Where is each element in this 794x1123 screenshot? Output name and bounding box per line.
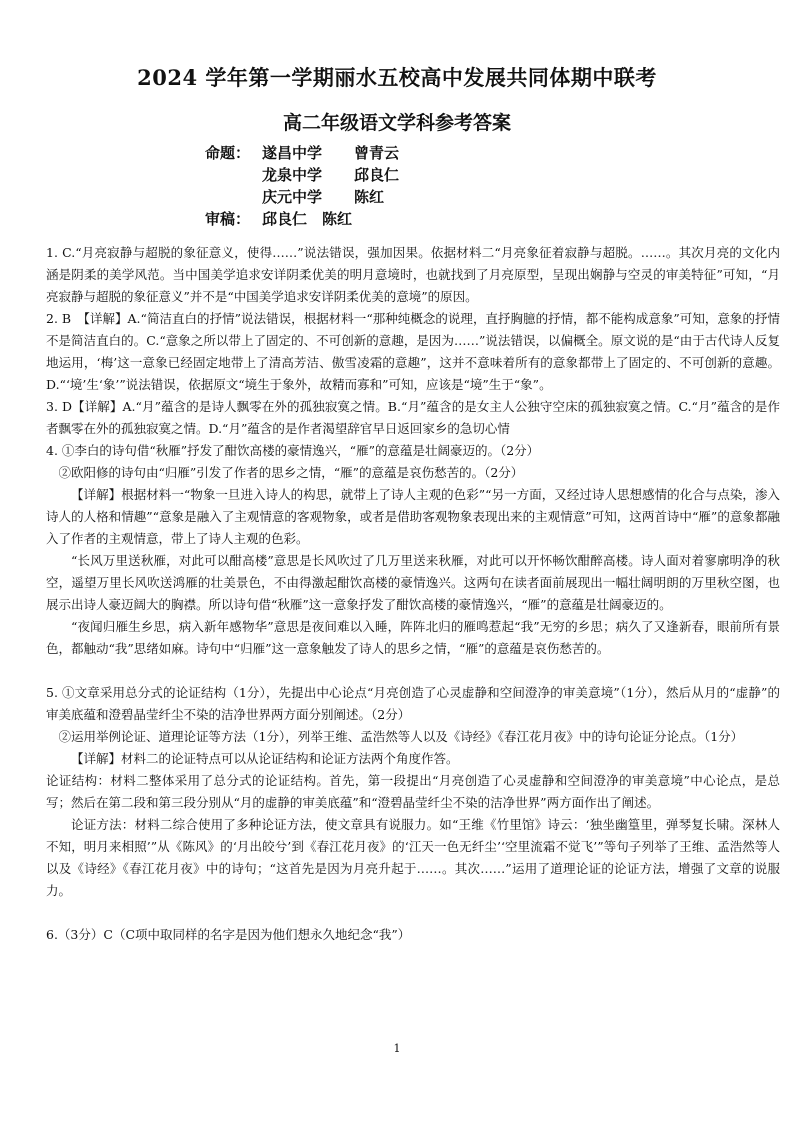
answer-content bbox=[46, 242, 780, 946]
proposer-school: 庆元中学 bbox=[262, 188, 323, 206]
proposer-label: 命题： bbox=[205, 144, 251, 162]
answer-q1: 1. C.“月亮寂静与超脱的象征意义，使得……”说法错误，强加因果。依据材料二“月亮象征着寂静与超脱。……。其次月亮的文化内涵是阴柔的美学风范。当中国美学追求安详阴柔优美的明月意境时，也就找到了月亮原型，呈现出娴静与空灵的审美特征”可知，“月亮寂静与超脱的象征意义”并不是“中国美学追求安详阴柔优美的意境”的原因。 bbox=[46, 245, 780, 304]
reviewer-label: 审稿： bbox=[205, 210, 251, 228]
page-number: 1 bbox=[393, 1042, 401, 1055]
credits-row-1 bbox=[205, 142, 399, 164]
answer-q4-detail3: “夜闻归雁生乡思，病入新年感物华”意思是夜间难以入睡，阵阵北归的雁鸣惹起“我”无穷的乡思；病久了又逢新春，眼前所有景色，都触动“我”思绪如麻。诗句中“归雁”这一意象触发了诗人的思乡之情，“雁”的意蕴是哀伤愁苦的。 bbox=[46, 619, 780, 656]
answer-q5-detail1: 论证结构：材料二整体采用了总分式的论证结构。首先，第一段提出“月亮创造了心灵虚静和空间澄净的审美意境”中心论点，是总写；然后在第二段和第三段分别从“月的虚静的审美底蕴”和“澄碧晶莹纤尘不染的洁净世界”两方面作出了阐述。 bbox=[46, 773, 780, 810]
page-subtitle: 高二年级语文学科参考答案 bbox=[282, 112, 511, 134]
answer-q5-detail2: 论证方法：材料二综合使用了多种论证方法，使文章具有说服力。如“王维《竹里馆》诗云：‘独坐幽篁里，弹琴复长啸。深林人不知，明月来相照’”从《陈风》的‘月出皎兮’到《春江花月夜》的‘江天一色无纤尘’‘空里流霜不觉飞’”等句子列举了王维、孟浩然等人以及《诗经》《春江花月夜》中的诗句；“这首先是因为月亮升起于……。其次……”运用了道理论证的论证方法，增强了文章的说服力。 bbox=[46, 817, 780, 898]
credits-row-4 bbox=[205, 208, 399, 230]
answer-q3: 3. D【详解】A.“月”蕴含的是诗人飘零在外的孤独寂寞之情。B.“月”蕴含的是女主人公独守空床的孤独寂寞之情。C.“月”蕴含的是作者飘零在外的孤独寂寞之情。D.“月”蕴含的是作者渴望辞官早日返回家乡的急切心情 bbox=[46, 399, 780, 436]
answer-q2: 2. B 【详解】A.“简洁直白的抒情”说法错误，根据材料一“那种纯概念的说理，直抒胸臆的抒情，都不能构成意象”可知，意象的抒情不是简洁直白的。C.“意象之所以带上了固定的、不可创新的意趣，是因为……”说法错误，以偏概全。原文说的是“由于古代诗人反复地运用，‘梅’这一意象已经固定地带上了清高芳洁、傲雪凌霜的意趣”，这并不意味着所有的意象都带上了固定的、不可创新的意趣。D.“‘境’生‘象’”说法错误，依据原文“境生于象外，故精而寡和”可知，应该是“境”生于“象”。 bbox=[46, 311, 780, 392]
answer-q4-point2: ②欧阳修的诗句由“归雁”引发了作者的思乡之情，“雁”的意蕴是哀伤愁苦的。（2分） bbox=[58, 465, 524, 480]
reviewer-names: 邱良仁 陈红 bbox=[262, 210, 353, 228]
answer-q5-point2: ②运用举例论证、道理论证等方法（1分），列举王维、孟浩然等人以及《诗经》《春江花月夜》中的诗句论证分论点。（1分） bbox=[58, 729, 744, 744]
proposer-name: 曾青云 bbox=[354, 144, 400, 162]
answer-q5-detail0: 【详解】材料二的论证特点可以从论证结构和论证方法两个角度作答。 bbox=[71, 751, 459, 766]
page-title: 2024 学年第一学期丽水五校高中发展共同体期中联考 bbox=[137, 65, 657, 90]
credits-block bbox=[205, 142, 399, 230]
proposer-name: 陈红 bbox=[354, 188, 385, 206]
answer-q4-detail1: 【详解】根据材料一“物象一旦进入诗人的构思，就带上了诗人主观的色彩”“另一方面，又经过诗人思想感情的化合与点染，渗入诗人的人格和情趣”“意象是融入了主观情意的客观物象，或者是借助客观物象表现出来的主观情意”可知，这两首诗中“雁”的意象都融入了作者的主观情意，带上了诗人主观的色彩。 bbox=[46, 487, 780, 546]
credits-row-2 bbox=[205, 164, 399, 186]
proposer-school: 龙泉中学 bbox=[262, 166, 323, 184]
proposer-school: 遂昌中学 bbox=[262, 144, 323, 162]
answer-q4-point1: 4. ①李白的诗句借“秋雁”抒发了酣饮高楼的豪情逸兴，“雁”的意蕴是壮阔豪迈的。（2分） bbox=[46, 443, 540, 458]
answer-q4-detail2: “长风万里送秋雁，对此可以酣高楼”意思是长风吹过了几万里送来秋雁，对此可以开怀畅饮酣醉高楼。诗人面对着寥廓明净的秋空，遥望万里长风吹送鸿雁的壮美景色，不由得激起酣饮高楼的豪情逸兴。这两句在读者面前展现出一幅壮阔明朗的万里秋空图，也展示出诗人豪迈阔大的胸襟。所以诗句借“秋雁”这一意象抒发了酣饮高楼的豪情逸兴，“雁”的意蕴是壮阔豪迈的。 bbox=[46, 553, 780, 612]
proposer-name: 邱良仁 bbox=[354, 166, 400, 184]
answer-q5-point1: 5. ①文章采用总分式的论证结构（1分），先提出中心论点“月亮创造了心灵虚静和空间澄净的审美意境”（1分），然后从月的“虚静”的审美底蕴和澄碧晶莹纤尘不染的洁净世界两方面分别阐述。（2分） bbox=[46, 685, 780, 722]
credits-row-3 bbox=[205, 186, 399, 208]
answer-q6: 6.（3分）C（C项中取同样的名字是因为他们想永久地纪念“我”） bbox=[46, 927, 411, 942]
